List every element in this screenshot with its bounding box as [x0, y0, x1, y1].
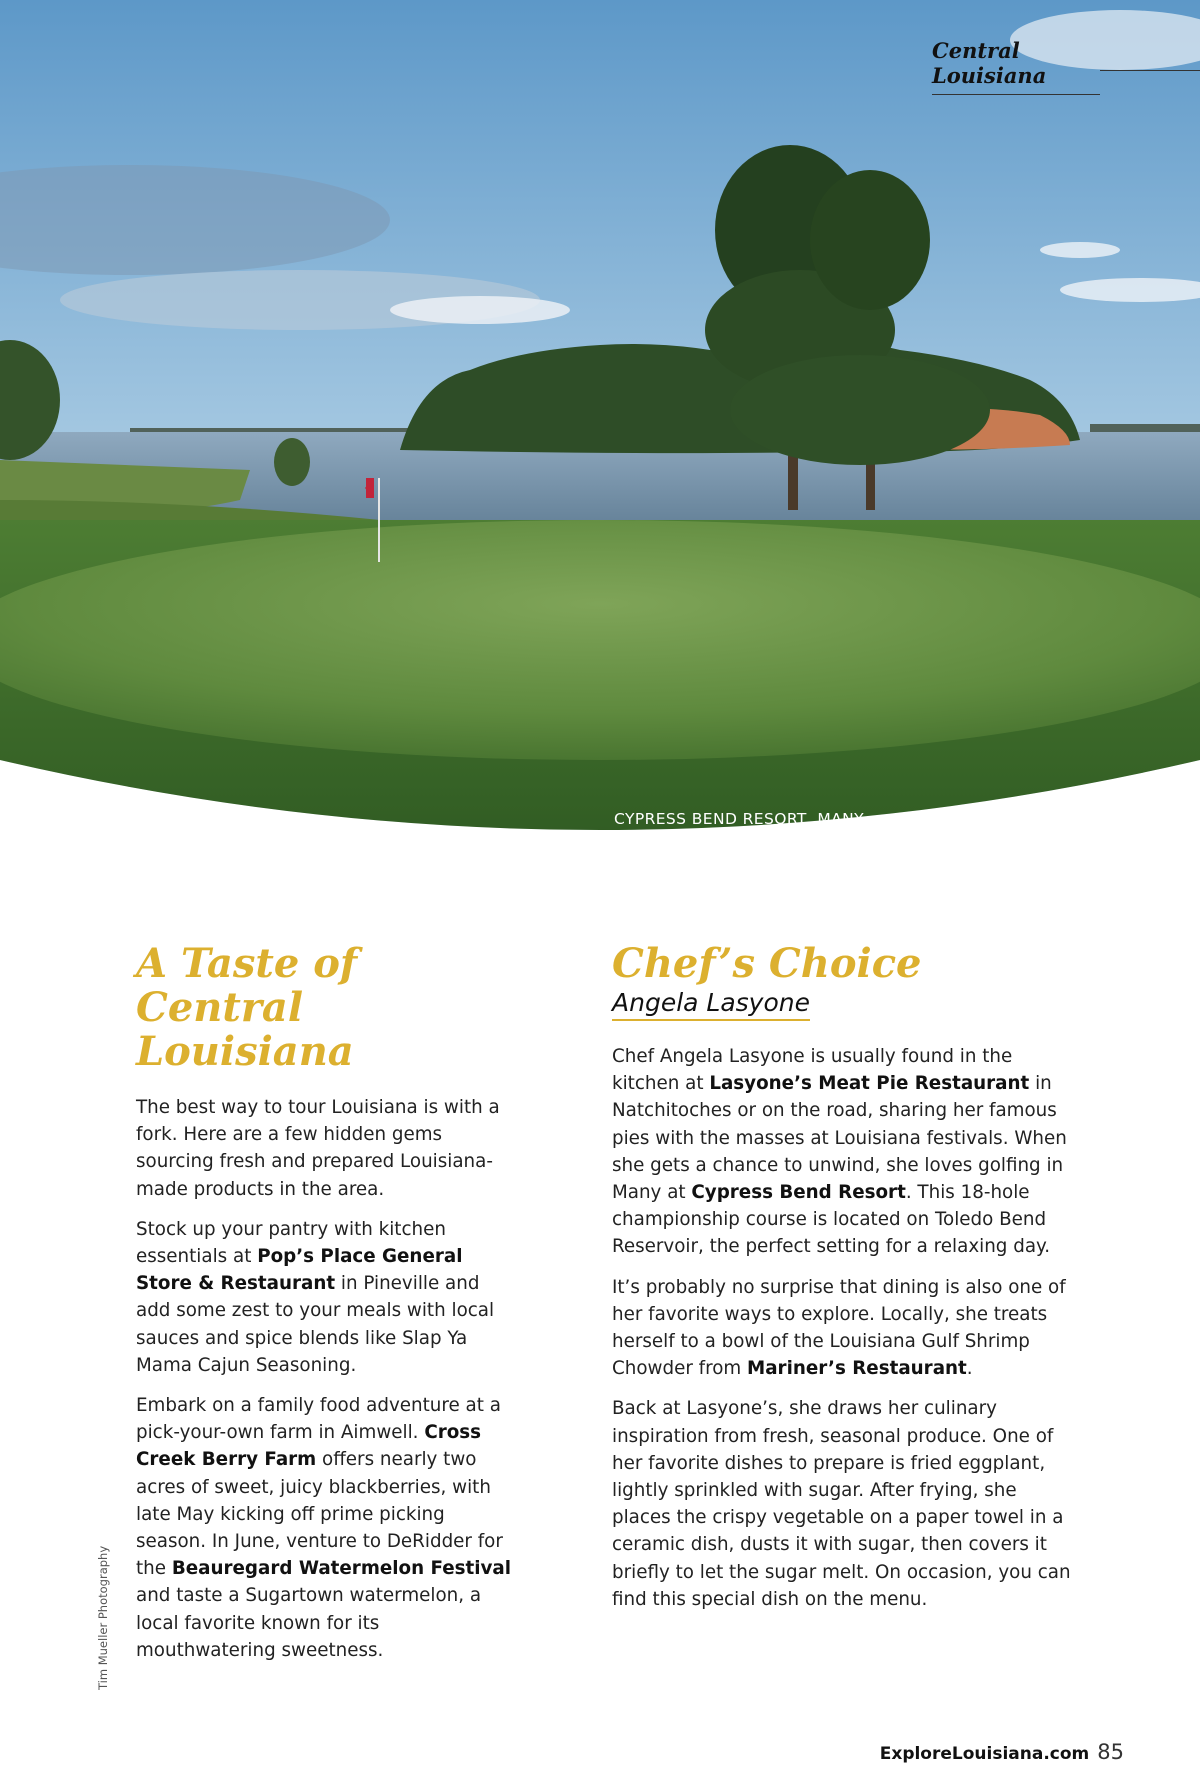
- event-name-watermelon-festival: Beauregard Watermelon Festival: [171, 1558, 512, 1580]
- left-title: [136, 942, 516, 1074]
- photo-credit: Tim Mueller Photography: [96, 1545, 110, 1690]
- venue-name-mariners: Mariner’s Restaurant: [747, 1358, 967, 1380]
- left-paragraph-1: The best way to tour Louisiana is with a fork. Here are a few hidden gems sourcing fresh and prepared Louisiana-made products in the area.: [136, 1097, 500, 1200]
- left-title-line1: A Taste of: [136, 940, 358, 987]
- left-title-line2: Central Louisiana: [136, 984, 354, 1075]
- right-body: [612, 1043, 1072, 1613]
- left-paragraph-3: [136, 1392, 516, 1664]
- text-run: and taste a Sugartown watermelon, a local favorite known for its mouthwatering sweetness.: [136, 1585, 482, 1661]
- hero-photo: [0, 0, 1200, 860]
- right-title: Chef’s Choice: [612, 940, 922, 987]
- right-column: [612, 942, 1072, 1626]
- chef-name: Angela Lasyone: [612, 988, 810, 1021]
- text-run: Chef Angela Lasyone is usually found in the kitchen at: [612, 1046, 1013, 1095]
- page-number: 85: [1097, 1740, 1124, 1764]
- right-paragraph-1: [612, 1043, 1072, 1261]
- venue-name-pops-place: Pop’s Place General Store & Restaurant: [136, 1246, 463, 1295]
- right-paragraph-3: Back at Lasyone’s, she draws her culinary inspiration from fresh, seasonal produce. One of her favorite dishes to prepare is fried eggplant, lightly sprinkled with sugar. After frying, she places the crispy vegetable on a paper towel in a ceramic dish, dusts it with sugar, then covers it briefly to let the sugar melt. On occasion, you can find this special dish on the menu.: [612, 1398, 1071, 1610]
- text-run: . This 18-hole championship course is located on Toledo Bend Reservoir, the perfect setting for a relaxing day.: [612, 1182, 1051, 1258]
- golf-course-lake-scene: [0, 0, 1200, 860]
- photo-caption: CYPRESS BEND RESORT, MANY: [614, 810, 865, 828]
- text-run: It’s probably no surprise that dining is also one of her favorite ways to explore. Locally, she treats herself to a bowl of the Louisiana Gulf Shrimp Chowder from: [612, 1276, 1066, 1380]
- text-run: in Pineville and add some zest to your meals with local sauces and spice blends like Slap Ya Mama Cajun Seasoning.: [136, 1273, 495, 1376]
- right-paragraph-2: [612, 1274, 1072, 1383]
- venue-name-cross-creek: Cross Creek Berry Farm: [136, 1422, 482, 1471]
- text-run: offers nearly two acres of sweet, juicy blackberries, with late May kicking off prime picking season. In June, venture to DeRidder for the: [136, 1449, 503, 1580]
- text-run: in Natchitoches or on the road, sharing her famous pies with the masses at Louisiana festivals. When she gets a chance to unwind, she loves golfing in Many at: [612, 1073, 1067, 1204]
- text-run: Stock up your pantry with kitchen essentials at: [136, 1218, 446, 1268]
- website-link[interactable]: ExploreLouisiana.com: [879, 1744, 1090, 1764]
- venue-name-lasyones: Lasyone’s Meat Pie Restaurant: [709, 1073, 1030, 1095]
- venue-name-cypress-bend: Cypress Bend Resort: [691, 1182, 906, 1204]
- left-body: [136, 1094, 516, 1664]
- left-paragraph-2: [136, 1216, 516, 1379]
- section-tag: Central Louisiana: [932, 38, 1100, 95]
- left-column: [136, 942, 516, 1677]
- text-run: Embark on a family food adventure at a pick-your-own farm in Aimwell.: [136, 1395, 501, 1444]
- page-footer: [880, 1740, 1124, 1764]
- section-tag-rule: [1100, 70, 1200, 71]
- text-run: .: [966, 1358, 973, 1380]
